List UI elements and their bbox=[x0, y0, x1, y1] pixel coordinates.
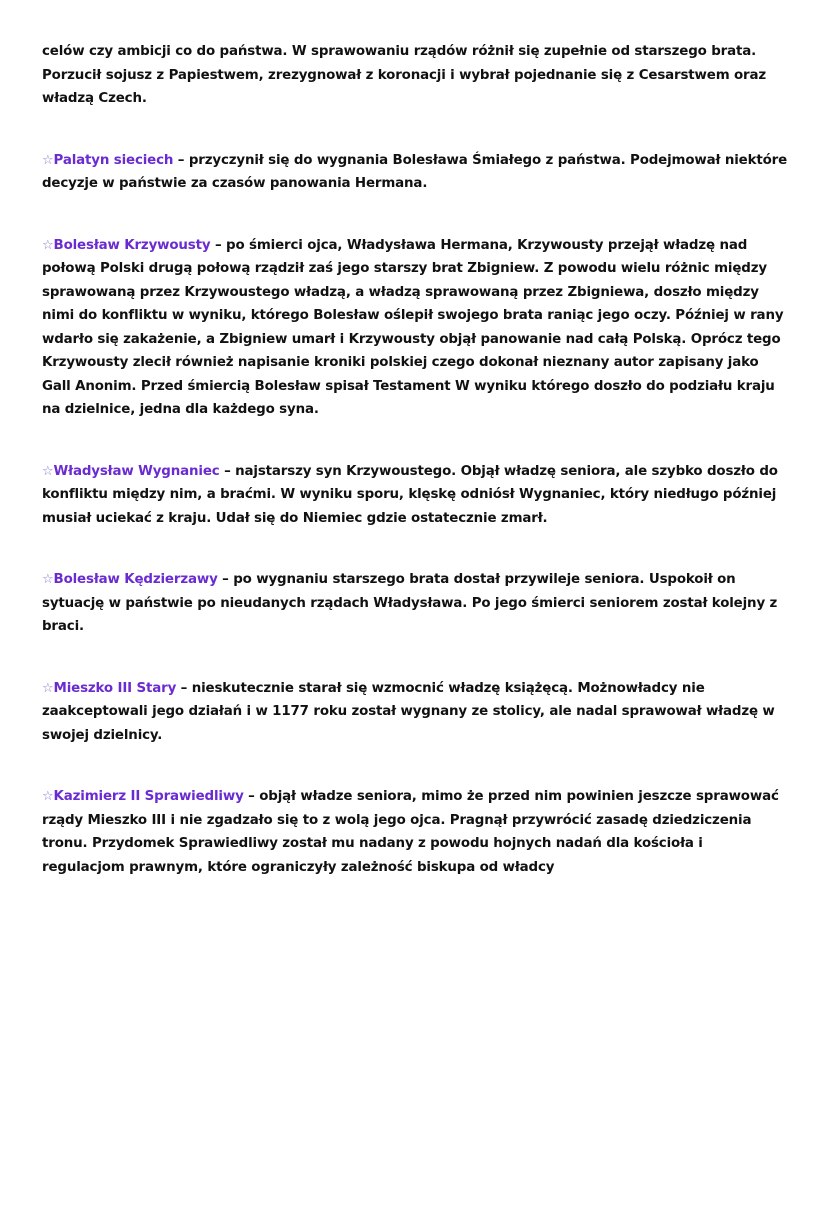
entry-name: Bolesław Kędzierzawy bbox=[53, 572, 218, 587]
star-icon: ☆ bbox=[42, 152, 54, 168]
intro-paragraph bbox=[42, 40, 788, 111]
entry-text: – po śmierci ojca, Władysława Hermana, Krzywousty przejął władzę nad połową Polski drugą połową rządził zaś jego starszy brat Zbigniew. Z powodu wielu różnic między sprawowaną przez Krzywoustego władzą, a władzą sprawowaną przez Zbigniewa, doszło między nimi do konfliktu w wyniku, którego Bolesław oślepił swojego brata raniąc jego oczy. Później w rany wdarło się zakażenie, a Zbigniew umarł i Krzywousty objął panowanie nad całą Polską. Oprócz tego Krzywousty zlecił również napisanie kroniki polskiej czego dokonał nieznany autor zapisany jako Gall Anonim. Przed śmiercią Bolesław spisał Testament W wyniku którego doszło do podziału kraju na dzielnice, jedna dla każdego syna. bbox=[42, 237, 784, 417]
star-icon: ☆ bbox=[42, 789, 54, 804]
entry-paragraph-palatyn-sieciech bbox=[42, 149, 788, 196]
entry-name: Mieszko III Stary bbox=[53, 680, 177, 696]
entry-name: Władysław Wygnaniec bbox=[53, 463, 220, 479]
entry-name: Palatyn sieciech bbox=[53, 152, 174, 168]
entry-name: Bolesław Krzywousty bbox=[53, 237, 211, 253]
entry-paragraph-boleslaw-kedzierzawy bbox=[42, 568, 788, 639]
entry-text: – objął władze seniora, mimo że przed nim powinien jeszcze sprawować rządy Mieszko III i nie zgadzało się to z wolą jego ojca. Pragnął przywrócić zasadę dziedziczenia tronu. Przydomek Sprawiedliwy został mu nadany z powodu hojnych nadań dla kościoła i regulacjom prawnym, które ograniczyły zależność biskupa od władcy bbox=[42, 789, 779, 875]
star-icon: ☆ bbox=[42, 237, 54, 253]
entry-paragraph-kazimierz-ii-sprawiedliwy bbox=[42, 785, 788, 879]
intro-text: celów czy ambicji co do państwa. W sprawowaniu rządów różnił się zupełnie od starszego brata. Porzucił sojusz z Papiestwem, zrezygnował z koronacji i wybrał pojednanie się z Cesarstwem oraz władzą Czech. bbox=[42, 44, 767, 106]
entry-text: – nieskutecznie starał się wzmocnić władzę książęcą. Możnowładcy nie zaakceptowali jego działań i w 1177 roku został wygnany ze stolicy, ale nadal sprawował władzę w swojej dzielnicy. bbox=[42, 680, 775, 743]
entry-text: – najstarszy syn Krzywoustego. Objął władzę seniora, ale szybko doszło do konfliktu między nim, a braćmi. W wyniku sporu, klęskę odniósł Wygnaniec, który niedługo później musiał uciekać z kraju. Udał się do Niemiec gdzie ostatecznie zmarł. bbox=[42, 463, 778, 526]
entry-name: Kazimierz II Sprawiedliwy bbox=[53, 789, 244, 804]
star-icon: ☆ bbox=[42, 463, 54, 479]
entry-paragraph-boleslaw-krzywousty bbox=[42, 234, 788, 422]
entry-text: – po wygnaniu starszego brata dostał przywileje seniora. Uspokoił on sytuację w państwie po nieudanych rządach Władysława. Po jego śmierci seniorem został kolejny z braci. bbox=[42, 572, 778, 634]
entry-paragraph-mieszko-iii-stary bbox=[42, 677, 788, 748]
star-icon: ☆ bbox=[42, 572, 54, 587]
star-icon: ☆ bbox=[42, 680, 54, 696]
entry-paragraph-wladyslaw-wygnaniec bbox=[42, 460, 788, 531]
entry-text: – przyczynił się do wygnania Bolesława Śmiałego z państwa. Podejmował niektóre decyzje w państwie za czasów panowania Hermana. bbox=[42, 152, 788, 191]
